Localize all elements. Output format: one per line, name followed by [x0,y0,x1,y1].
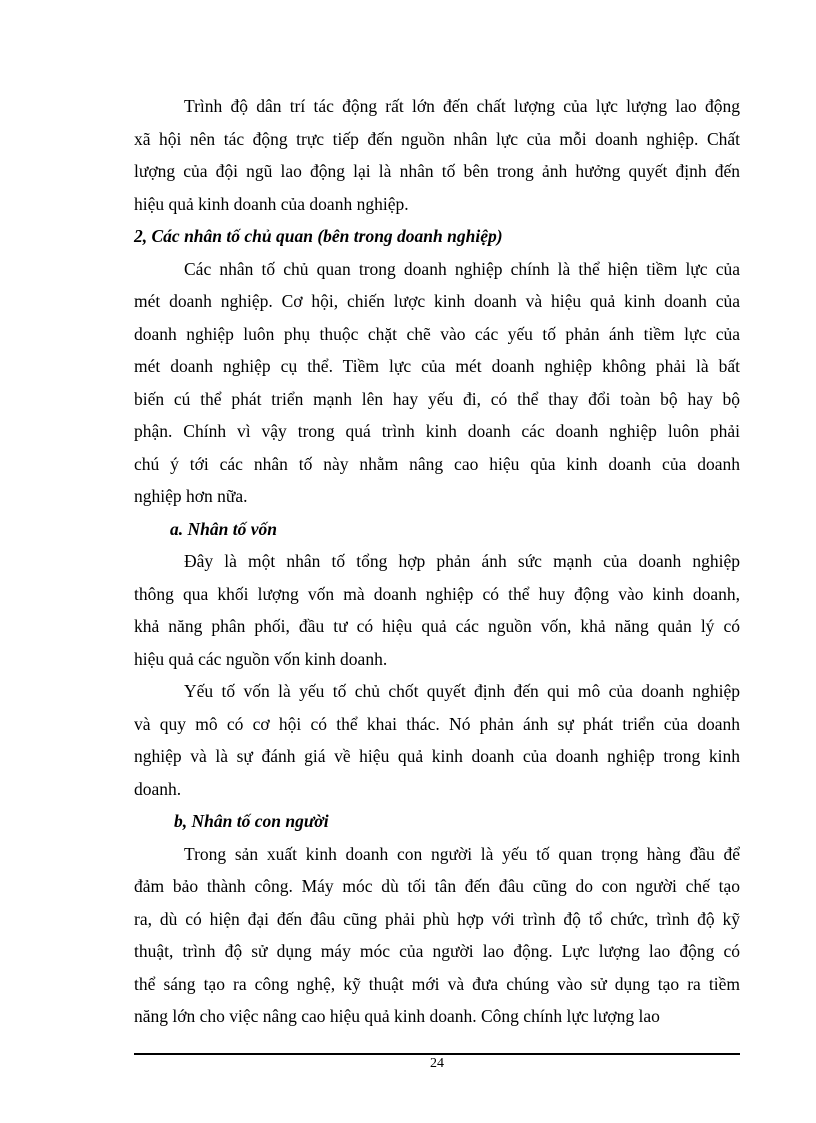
paragraph-education-level [134,90,740,220]
text-line: hiệu quả kinh doanh của doanh nghiệp. [134,193,409,214]
text-line: năng lớn cho việc nâng cao hiệu quả kinh doanh. Công chính lực lượng lao [134,1006,660,1026]
text-line: đảm bảo thành công. Máy móc dù tối tân đến đâu cũng do con người chế tạo [134,876,740,896]
text-line: doanh nghiệp luôn phụ thuộc chặt chẽ vào các yếu tố phản ánh tiềm lực của [134,323,740,344]
text-line: hiệu quả các nguồn vốn kinh doanh. [134,648,388,669]
document-body [134,90,740,1033]
text-line: phận. Chính vì vậy trong quá trình kinh doanh các doanh nghiệp luôn phải [134,421,740,441]
text-line: ra, dù có hiện đại đến đâu cũng phải phù hợp với trình độ tổ chức, trình độ kỹ [134,908,740,929]
text-line: Yếu tố vốn là yếu tố chủ chốt quyết định đến qui mô của doanh nghiệp [184,681,740,701]
section-heading-subjective-factors: 2, Các nhân tố chủ quan (bên trong doanh nghiệp) [134,226,503,246]
text-line: mét doanh nghiệp. Cơ hội, chiến lược kinh doanh và hiệu quả kinh doanh của [134,291,740,311]
text-line: thông qua khối lượng vốn mà doanh nghiệp có thể huy động vào kinh doanh, [134,583,740,604]
text-line: thể sáng tạo ra công nghệ, kỹ thuật mới và đưa chúng vào sử dụng tạo ra tiềm [134,973,740,994]
text-line: Đây là một nhân tố tổng hợp phản ánh sức mạnh của doanh nghiệp [184,551,740,571]
text-line: biến cú thể phát triển mạnh lên hay yếu đi, có thể thay đổi toàn bộ hay bộ [134,388,740,409]
text-line: và quy mô có cơ hội có thể khai thác. Nó phản ánh sự phát triển của doanh [134,713,740,734]
subheading-capital-factor: a. Nhân tố vốn [170,518,277,539]
text-line: nghiệp hơn nữa. [134,486,248,506]
text-line: khả năng phân phối, đầu tư có hiệu quả các nguồn vốn, khả năng quản lý có [134,616,740,636]
footer-divider [134,1053,740,1055]
subheading-human-factor: b, Nhân tố con người [174,811,329,831]
text-line: Các nhân tố chủ quan trong doanh nghiệp chính là thể hiện tiềm lực của [184,258,740,279]
text-line: Trình độ dân trí tác động rất lớn đến chất lượng của lực lượng lao động [184,96,740,116]
text-line: xã hội nên tác động trực tiếp đến nguồn nhân lực của mỗi doanh nghiệp. Chất [134,128,740,149]
paragraph-human-factor [134,838,740,1033]
text-line: doanh. [134,778,182,799]
paragraph-capital-key-factor [134,675,740,805]
paragraph-capital-strength [134,545,740,675]
page-number: 24 [430,1056,444,1071]
text-line: chú ý tới các nhân tố này nhằm nâng cao hiệu qủa kinh doanh của doanh [134,453,740,474]
text-line: Trong sản xuất kinh doanh con người là yếu tố quan trọng hàng đầu để [184,843,740,864]
text-line: nghiệp và là sự đánh giá về hiệu quả kinh doanh của doanh nghiệp trong kinh [134,746,740,766]
text-line: thuật, trình độ sử dụng máy móc của người lao động. Lực lượng lao động có [134,941,740,961]
text-line: lượng của đội ngũ lao động lại là nhân tố bên trong ảnh hưởng quyết định đến [134,161,740,181]
paragraph-subjective-factors [134,253,740,513]
text-line: mét doanh nghiệp cụ thể. Tiềm lực của mét doanh nghiệp không phải là bất [134,356,740,376]
